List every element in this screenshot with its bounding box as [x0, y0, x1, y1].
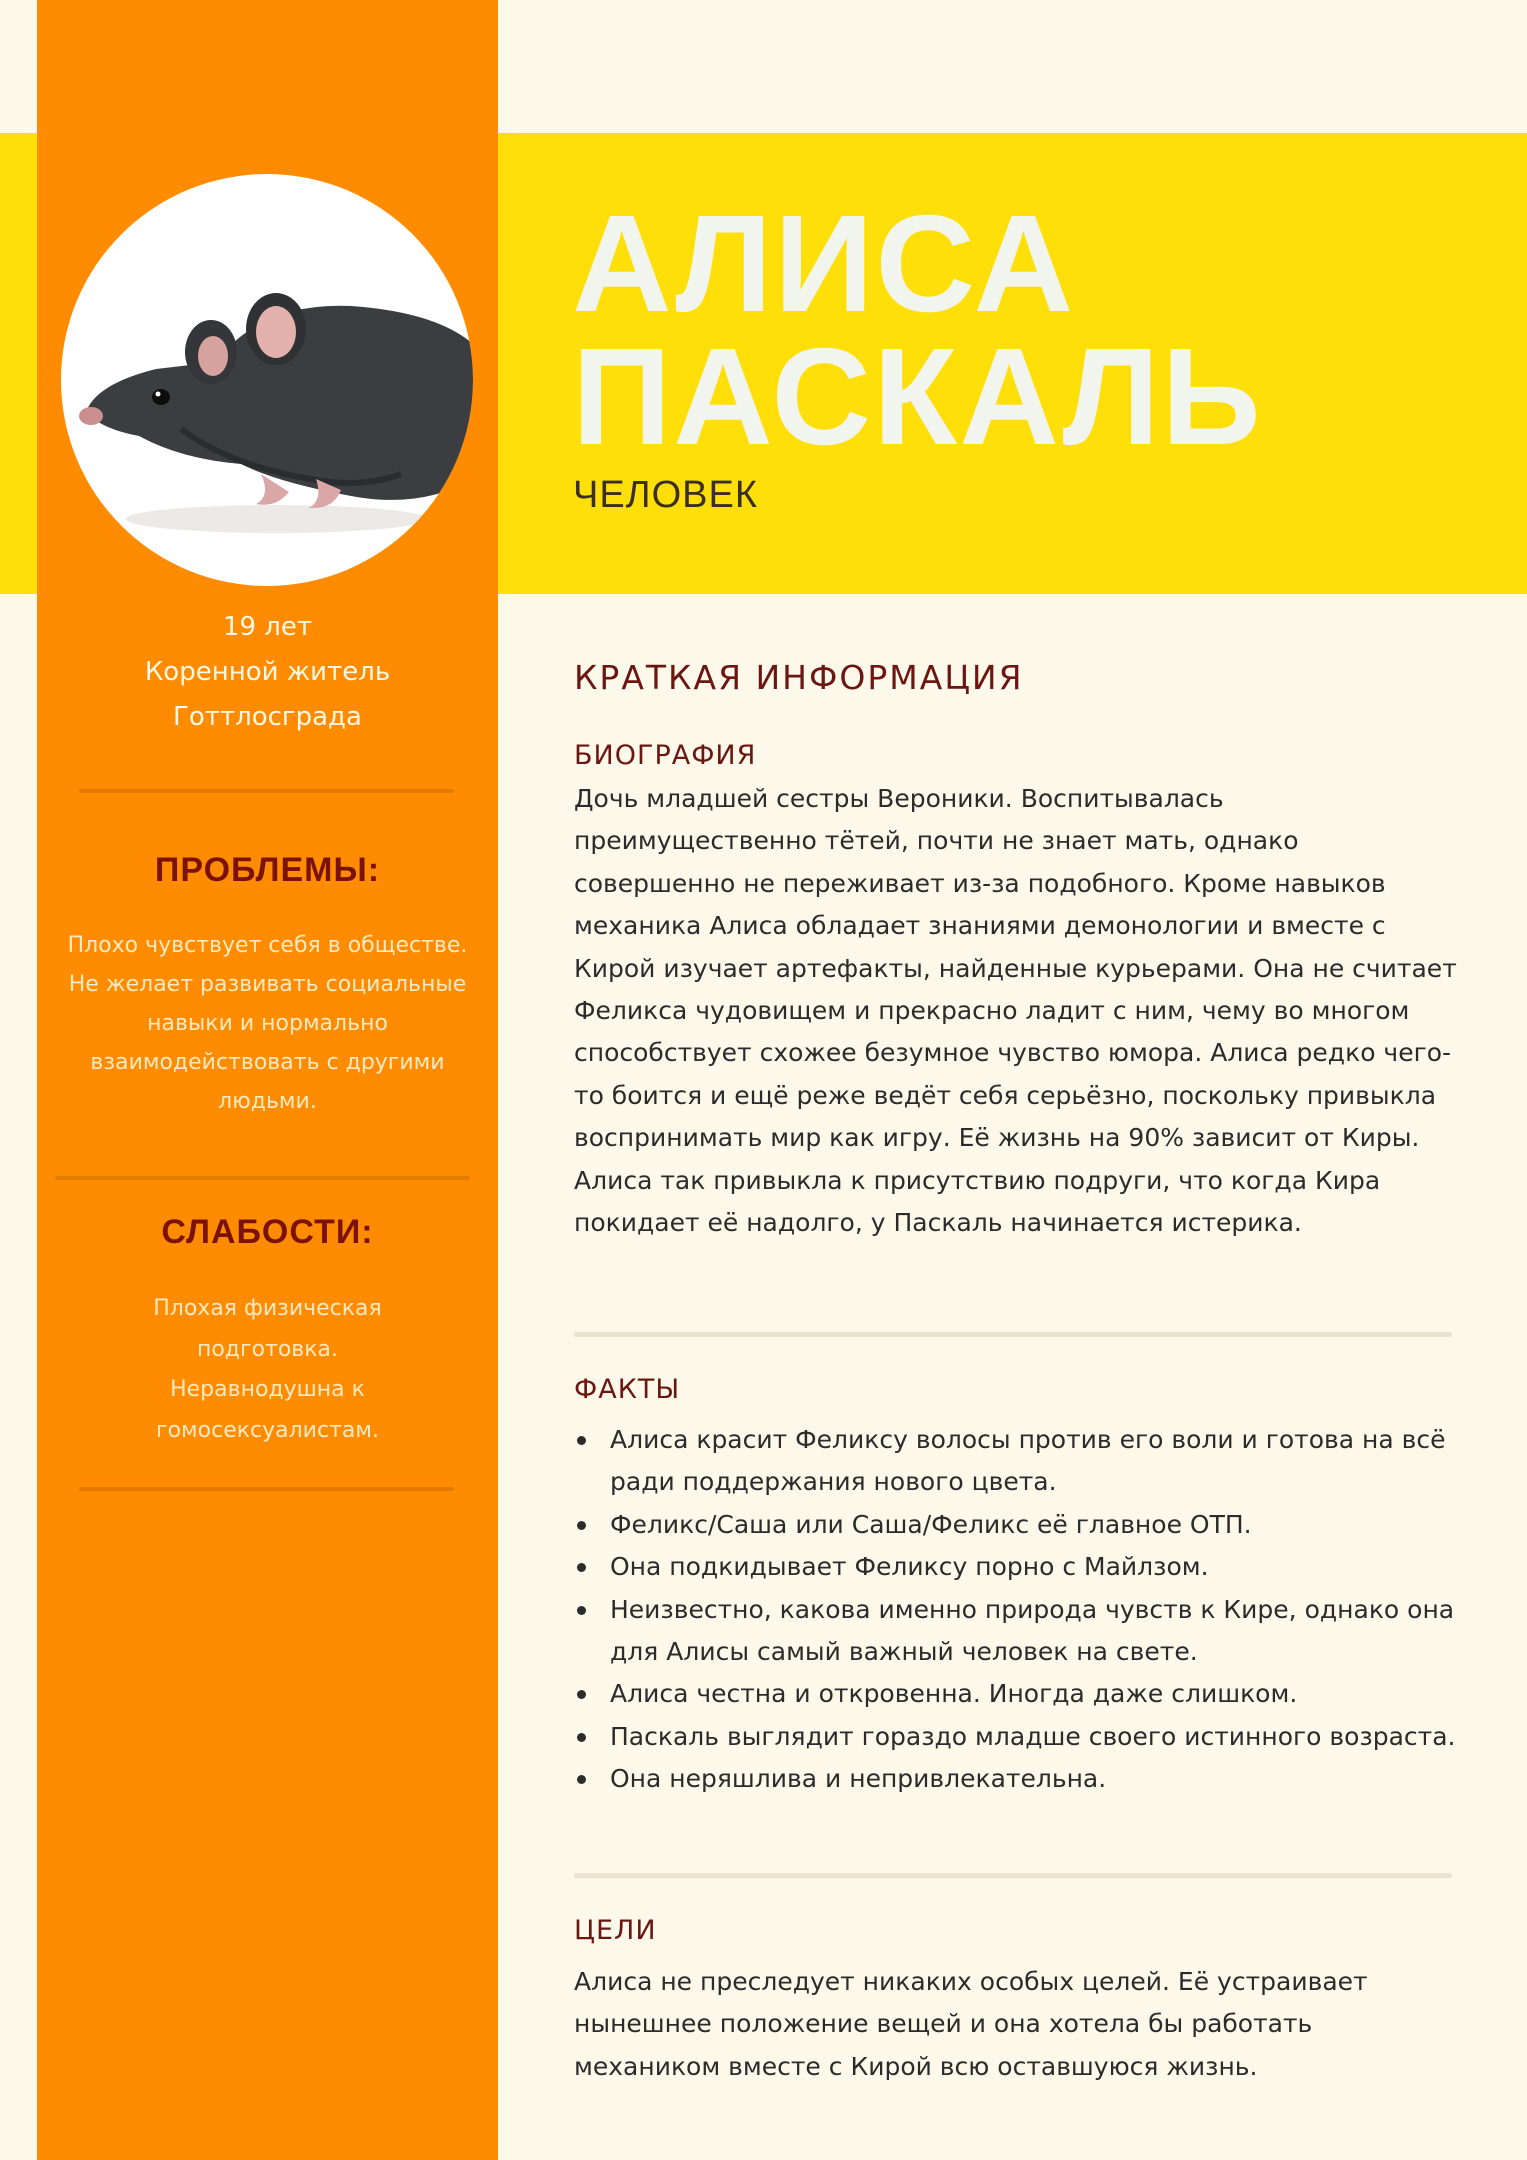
facts-list — [574, 1419, 1464, 1801]
weaknesses-heading: СЛАБОСТИ: — [161, 1213, 374, 1251]
fact-item: Паскаль выглядит гораздо младше своего истинного возраста. — [574, 1716, 1464, 1758]
fact-item: Она неряшлива и непривлекательна. — [574, 1758, 1464, 1800]
divider-rule-2 — [574, 1873, 1452, 1878]
character-role: ЧЕЛОВЕК — [573, 474, 758, 516]
fact-item: Неизвестно, какова именно природа чувств к Кире, однако она для Алисы самый важный человек на свете. — [574, 1589, 1464, 1674]
problems-text: Плохо чувствует себя в обществе. Не желает развивать социальные навыки и нормально взаимодействовать с другими людьми. — [67, 933, 468, 1114]
divider-rule-1 — [574, 1332, 1452, 1337]
biography-heading: БИОГРАФИЯ — [574, 740, 757, 771]
sidebar-divider-1 — [79, 789, 454, 793]
origin-line-1: Коренной житель — [144, 657, 391, 687]
name-line-2: ПАСКАЛЬ — [572, 320, 1263, 474]
biography-text: Дочь младшей сестры Вероники. Воспитывалась преимущественно тётей, почти не знает мать, однако совершенно не переживает из-за подобного. Кроме навыков механика Алиса обладает знаниями демонологии и вместе с Кирой изучает артефакты, найденные курьерами. Она не считает Феликса чудовищем и прекрасно ладит с ним, чему во многом способствует схожее безумное чувство юмора. Алиса редко чего-то боится и ещё реже ведёт себя серьёзно, поскольку привыкла воспринимать мир как игру. Её жизнь на 90% зависит от Киры. Алиса так привыкла к присутствию подруги, что когда Кира покидает её надолго, у Паскаль начинается истерика. — [574, 784, 1457, 1238]
goals-text: Алиса не преследует никаких особых целей. Её устраивает нынешнее положение вещей и она хотела бы работать механиком вместе с Кирой всю оставшуюся жизнь. — [574, 1967, 1368, 2081]
fact-item: Алиса красит Феликсу волосы против его воли и готова на всё ради поддержания нового цвета. — [574, 1419, 1464, 1504]
fact-item: Алиса честна и откровенна. Иногда даже слишком. — [574, 1673, 1464, 1715]
goals-heading: ЦЕЛИ — [574, 1915, 657, 1946]
name-line-1: АЛИСА — [572, 187, 1076, 341]
character-name — [572, 187, 1263, 474]
origin-line-2: Готтлосграда — [173, 702, 362, 732]
facts-heading: ФАКТЫ — [574, 1374, 681, 1405]
profile-photo — [61, 174, 473, 586]
fact-item: Она подкидывает Феликсу порно с Майлзом. — [574, 1546, 1464, 1588]
profile-meta — [37, 605, 498, 740]
problems-heading: ПРОБЛЕМЫ: — [154, 851, 381, 889]
sidebar-divider-2 — [55, 1176, 470, 1180]
fact-item: Феликс/Саша или Саша/Феликс её главное ОТП. — [574, 1504, 1464, 1546]
sidebar-divider-3 — [79, 1487, 454, 1491]
weaknesses-text: Плохая физическая подготовка. Неравнодушна к гомосексуалистам. — [153, 1296, 382, 1443]
age-text: 19 лет — [222, 612, 313, 642]
mouse-photo-icon — [61, 174, 473, 586]
section-title: КРАТКАЯ ИНФОРМАЦИЯ — [574, 658, 1024, 697]
